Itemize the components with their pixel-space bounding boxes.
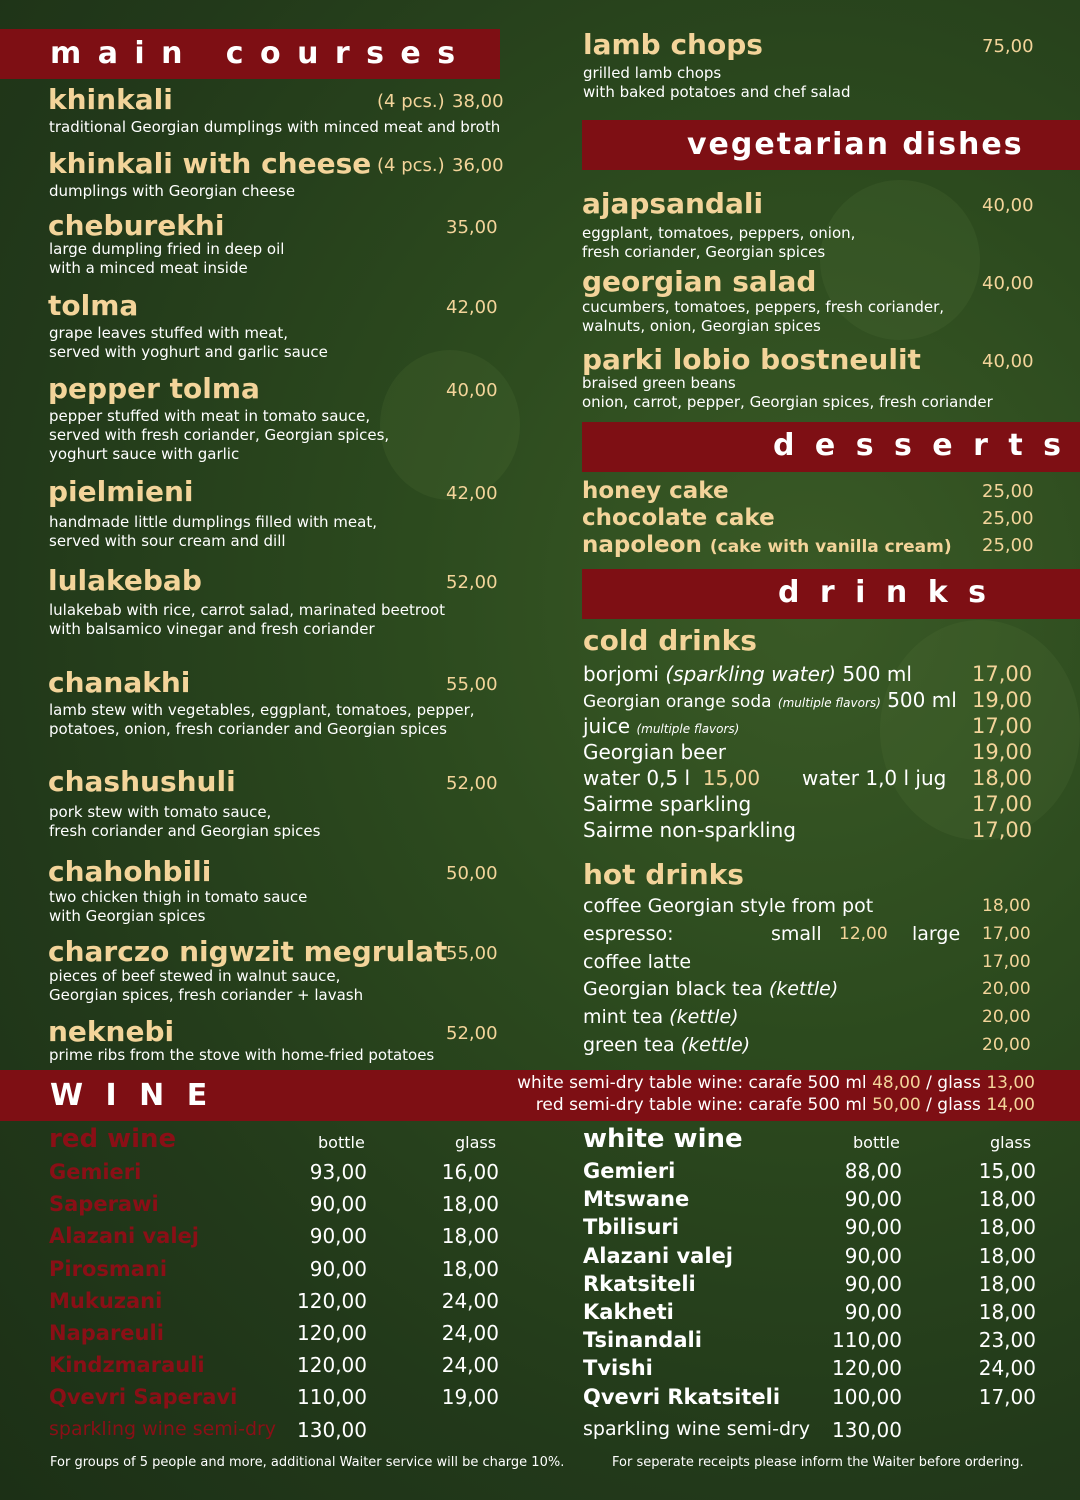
main-course-name: chanakhi bbox=[48, 666, 191, 699]
main-course-desc: handmade little dumplings filled with meat, served with sour cream and dill bbox=[49, 513, 377, 550]
main-course-name: pielmieni bbox=[48, 475, 194, 508]
main-course-desc: pepper stuffed with meat in tomato sauce, served with fresh coriander, Georgian spices, yoghurt sauce with garlic bbox=[49, 407, 390, 463]
water-small-label: water 0,5 l 15,00 bbox=[583, 766, 761, 790]
white-wine-bottle-price: 90,00 bbox=[844, 1187, 902, 1212]
main-course-price: 55,00 bbox=[446, 674, 498, 695]
water-jug-label: water 1,0 l jug bbox=[802, 766, 947, 790]
main-course-price: 38,00 bbox=[452, 91, 504, 112]
red-wine-glass-price: 18,00 bbox=[441, 1224, 499, 1249]
white-wine-name: Qvevri Rkatsiteli bbox=[583, 1384, 781, 1409]
grape-decoration bbox=[380, 350, 520, 500]
main-course-price: 55,00 bbox=[446, 943, 498, 964]
white-wine-title: white wine bbox=[583, 1124, 743, 1154]
vegetarian-heading: vegetarian dishes bbox=[687, 127, 1024, 162]
red-wine-bottle-header: bottle bbox=[318, 1133, 365, 1152]
red-wine-bottle-price: 120,00 bbox=[297, 1321, 367, 1345]
dessert-name: chocolate cake bbox=[582, 505, 775, 531]
main-course-name: chahohbili bbox=[48, 855, 212, 888]
main-course-portion: (4 pcs.) bbox=[377, 91, 445, 112]
red-wine-title: red wine bbox=[49, 1124, 177, 1154]
veg-dish-price: 40,00 bbox=[982, 195, 1034, 216]
veg-dish-name: parki lobio bostneulit bbox=[582, 343, 921, 376]
main-course-portion: (4 pcs.) bbox=[377, 155, 445, 176]
red-wine-name: Saperawi bbox=[49, 1192, 159, 1217]
white-wine-name: Tvishi bbox=[583, 1356, 653, 1381]
desserts-heading: d e s s e r t s bbox=[773, 428, 1066, 463]
dessert-price: 25,00 bbox=[982, 508, 1034, 529]
sairme-nonsparkling-price: 17,00 bbox=[972, 818, 1033, 842]
dessert-price: 25,00 bbox=[982, 535, 1034, 556]
main-course-name: chashushuli bbox=[48, 765, 236, 798]
main-course-desc: prime ribs from the stove with home-fried potatoes bbox=[49, 1046, 435, 1064]
white-wine-name: Rkatsiteli bbox=[583, 1271, 696, 1296]
main-course-price: 42,00 bbox=[446, 297, 498, 318]
beer-price: 19,00 bbox=[972, 740, 1033, 764]
red-wine-bottle-price: 90,00 bbox=[309, 1224, 367, 1249]
red-wine-glass-price: 18,00 bbox=[441, 1256, 499, 1281]
sairme-nonsparkling-label: Sairme non-sparkling bbox=[583, 818, 796, 842]
white-wine-name: Kakheti bbox=[583, 1300, 674, 1324]
main-course-name: neknebi bbox=[48, 1015, 175, 1048]
borjomi-label: borjomi (sparkling water) 500 ml bbox=[583, 662, 912, 686]
main-course-price: 42,00 bbox=[446, 483, 498, 504]
white-sparkling-name: sparkling wine semi-dry bbox=[583, 1418, 811, 1440]
red-wine-glass-price: 24,00 bbox=[441, 1288, 499, 1313]
red-wine-name: Napareuli bbox=[49, 1321, 164, 1345]
white-wine-name: Alazani valej bbox=[583, 1243, 733, 1268]
black-tea-price: 20,00 bbox=[982, 979, 1031, 999]
white-wine-bottle-price: 110,00 bbox=[832, 1328, 902, 1353]
veg-dish-desc: eggplant, tomatoes, peppers, onion, fresh coriander, Georgian spices bbox=[582, 224, 856, 261]
latte-price: 17,00 bbox=[982, 952, 1031, 972]
main-course-name: charczo nigwzit megrulat bbox=[48, 935, 448, 968]
footer-group-note: For groups of 5 people and more, additional Waiter service will be charge 10%. bbox=[50, 1455, 565, 1470]
green-tea-price: 20,00 bbox=[982, 1035, 1031, 1055]
main-course-desc: traditional Georgian dumplings with minced meat and broth bbox=[49, 118, 501, 136]
red-wine-name: Mukuzani bbox=[49, 1288, 163, 1313]
espresso-large-label: large bbox=[912, 923, 961, 945]
red-wine-bottle-price: 93,00 bbox=[309, 1160, 367, 1184]
water-jug-price: 18,00 bbox=[972, 766, 1033, 790]
white-sparkling-price: 130,00 bbox=[832, 1418, 902, 1442]
lamb-chops-name: lamb chops bbox=[583, 28, 763, 61]
white-wine-name: Tbilisuri bbox=[583, 1215, 679, 1240]
dessert-name: napoleon (cake with vanilla cream) bbox=[582, 532, 952, 558]
main-course-desc: pieces of beef stewed in walnut sauce, Georgian spices, fresh coriander + lavash bbox=[49, 967, 364, 1004]
red-wine-glass-price: 24,00 bbox=[441, 1321, 499, 1345]
veg-dish-name: georgian salad bbox=[582, 265, 817, 298]
main-course-price: 40,00 bbox=[446, 380, 498, 401]
white-wine-glass-price: 18,00 bbox=[978, 1300, 1036, 1324]
white-wine-bottle-price: 90,00 bbox=[844, 1215, 902, 1240]
red-wine-name: Qvevri Saperavi bbox=[49, 1385, 238, 1410]
coffee-georgian-label: coffee Georgian style from pot bbox=[583, 895, 874, 917]
red-wine-bottle-price: 110,00 bbox=[297, 1385, 367, 1410]
main-courses-heading: m a i n c o u r s e s bbox=[50, 36, 459, 71]
black-tea-label: Georgian black tea (kettle) bbox=[583, 978, 839, 1000]
main-course-price: 52,00 bbox=[446, 1023, 498, 1044]
red-wine-name: Kindzmarauli bbox=[49, 1353, 205, 1378]
red-wine-name: Gemieri bbox=[49, 1160, 142, 1184]
main-course-desc: large dumpling fried in deep oil with a minced meat inside bbox=[49, 240, 285, 277]
dessert-price: 25,00 bbox=[982, 481, 1034, 502]
white-wine-bottle-price: 90,00 bbox=[844, 1300, 902, 1324]
white-wine-name: Mtswane bbox=[583, 1187, 690, 1212]
drinks-heading: d r i n k s bbox=[778, 575, 991, 610]
mint-tea-label: mint tea (kettle) bbox=[583, 1006, 739, 1028]
juice-label: juice (multiple flavors) bbox=[583, 714, 740, 738]
main-course-price: 35,00 bbox=[446, 217, 498, 238]
white-wine-glass-header: glass bbox=[990, 1133, 1032, 1152]
red-wine-glass-price: 18,00 bbox=[441, 1192, 499, 1217]
red-sparkling-name: sparkling wine semi-dry bbox=[49, 1418, 277, 1440]
main-course-name: khinkali bbox=[48, 83, 173, 116]
red-wine-bottle-price: 90,00 bbox=[309, 1256, 367, 1281]
white-wine-glass-price: 15,00 bbox=[978, 1159, 1036, 1183]
lamb-chops-price: 75,00 bbox=[982, 36, 1034, 57]
borjomi-price: 17,00 bbox=[972, 662, 1033, 686]
white-table-wine-line: white semi-dry table wine: carafe 500 ml 48,00 / glass 13,00 bbox=[517, 1073, 1035, 1093]
white-wine-glass-price: 17,00 bbox=[978, 1384, 1036, 1409]
red-sparkling-price: 130,00 bbox=[297, 1418, 367, 1442]
wine-heading: W I N E bbox=[50, 1078, 214, 1113]
main-course-price: 36,00 bbox=[452, 155, 504, 176]
main-course-desc: grape leaves stuffed with meat, served with yoghurt and garlic sauce bbox=[49, 324, 328, 361]
main-course-desc: lulakebab with rice, carrot salad, marinated beetroot with balsamico vinegar and fresh coriander bbox=[49, 601, 445, 638]
white-wine-name: Tsinandali bbox=[583, 1328, 702, 1353]
red-wine-bottle-price: 90,00 bbox=[309, 1192, 367, 1217]
white-wine-glass-price: 24,00 bbox=[978, 1356, 1036, 1381]
white-wine-bottle-header: bottle bbox=[853, 1133, 900, 1152]
sairme-sparkling-price: 17,00 bbox=[972, 792, 1033, 816]
white-wine-glass-price: 18,00 bbox=[978, 1215, 1036, 1240]
main-course-name: khinkali with cheese bbox=[48, 147, 372, 180]
veg-dish-desc: cucumbers, tomatoes, peppers, fresh coriander, walnuts, onion, Georgian spices bbox=[582, 298, 945, 335]
footer-receipt-note: For seperate receipts please inform the Waiter before ordering. bbox=[612, 1455, 1024, 1470]
red-wine-bottle-price: 120,00 bbox=[297, 1353, 367, 1378]
espresso-small-label: small bbox=[771, 923, 822, 945]
main-course-desc: lamb stew with vegetables, eggplant, tomatoes, pepper, potatoes, onion, fresh coriander and Georgian spices bbox=[49, 701, 475, 738]
green-tea-label: green tea (kettle) bbox=[583, 1034, 751, 1056]
red-table-wine-line: red semi-dry table wine: carafe 500 ml 50,00 / glass 14,00 bbox=[535, 1095, 1035, 1115]
sairme-sparkling-label: Sairme sparkling bbox=[583, 792, 752, 816]
red-wine-glass-price: 24,00 bbox=[441, 1353, 499, 1378]
white-wine-bottle-price: 120,00 bbox=[832, 1356, 902, 1381]
white-wine-name: Gemieri bbox=[583, 1159, 676, 1183]
main-course-name: lulakebab bbox=[48, 564, 202, 597]
main-course-name: cheburekhi bbox=[48, 209, 225, 242]
beer-label: Georgian beer bbox=[583, 740, 726, 764]
veg-dish-price: 40,00 bbox=[982, 273, 1034, 294]
main-course-name: tolma bbox=[48, 289, 139, 322]
main-course-desc: dumplings with Georgian cheese bbox=[49, 182, 296, 200]
red-wine-glass-header: glass bbox=[455, 1133, 497, 1152]
white-wine-glass-price: 18,00 bbox=[978, 1187, 1036, 1212]
white-wine-bottle-price: 90,00 bbox=[844, 1243, 902, 1268]
white-wine-bottle-price: 90,00 bbox=[844, 1271, 902, 1296]
red-wine-bottle-price: 120,00 bbox=[297, 1288, 367, 1313]
espresso-large-price: 17,00 bbox=[982, 924, 1031, 944]
orange-soda-price: 19,00 bbox=[972, 688, 1033, 712]
main-course-price: 52,00 bbox=[446, 572, 498, 593]
main-course-desc: pork stew with tomato sauce, fresh coriander and Georgian spices bbox=[49, 803, 321, 840]
hot-drinks-title: hot drinks bbox=[583, 858, 744, 891]
orange-soda-label: Georgian orange soda (multiple flavors) 500 ml bbox=[583, 688, 957, 712]
veg-dish-price: 40,00 bbox=[982, 351, 1034, 372]
veg-dish-name: ajapsandali bbox=[582, 187, 764, 220]
white-wine-bottle-price: 88,00 bbox=[844, 1159, 902, 1183]
main-course-price: 50,00 bbox=[446, 863, 498, 884]
mint-tea-price: 20,00 bbox=[982, 1007, 1031, 1027]
red-wine-name: Alazani valej bbox=[49, 1224, 199, 1249]
red-wine-name: Pirosmani bbox=[49, 1256, 168, 1281]
dessert-name: honey cake bbox=[582, 478, 729, 504]
white-wine-glass-price: 23,00 bbox=[978, 1328, 1036, 1353]
veg-dish-desc: braised green beans onion, carrot, pepper, Georgian spices, fresh coriander bbox=[582, 374, 993, 411]
main-course-price: 52,00 bbox=[446, 773, 498, 794]
lamb-chops-desc: grilled lamb chops with baked potatoes and chef salad bbox=[583, 64, 851, 101]
red-wine-glass-price: 16,00 bbox=[441, 1160, 499, 1184]
red-wine-glass-price: 19,00 bbox=[441, 1385, 499, 1410]
white-wine-glass-price: 18,00 bbox=[978, 1243, 1036, 1268]
espresso-label: espresso: bbox=[583, 923, 674, 945]
white-wine-glass-price: 18,00 bbox=[978, 1271, 1036, 1296]
main-course-name: pepper tolma bbox=[48, 372, 260, 405]
coffee-georgian-price: 18,00 bbox=[982, 896, 1031, 916]
main-course-desc: two chicken thigh in tomato sauce with Georgian spices bbox=[49, 888, 308, 925]
cold-drinks-title: cold drinks bbox=[583, 624, 757, 657]
white-wine-bottle-price: 100,00 bbox=[832, 1384, 902, 1409]
latte-label: coffee latte bbox=[583, 951, 692, 973]
espresso-small-price: 12,00 bbox=[839, 924, 888, 944]
juice-price: 17,00 bbox=[972, 714, 1033, 738]
